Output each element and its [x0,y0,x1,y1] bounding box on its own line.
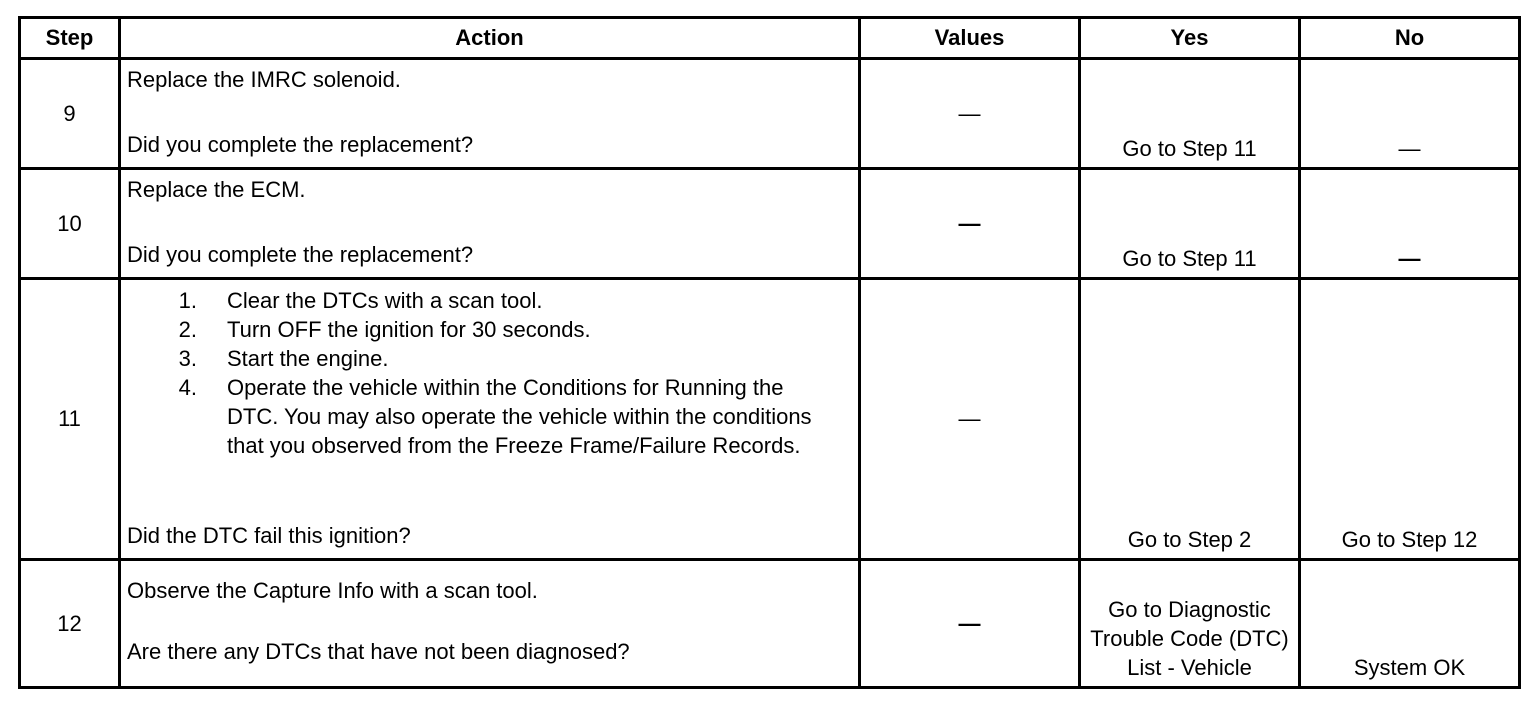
header-no: No [1300,18,1520,59]
table-row-step-12 [20,560,1520,688]
table-row-step-9 [20,59,1520,169]
list-item-number: 4. [178,375,197,400]
list-item-number: 2. [178,317,197,342]
no-cell [1300,59,1520,169]
values-cell [860,59,1080,169]
action-cell [120,59,860,169]
header-row [20,18,1520,59]
values-dash: — [958,100,981,126]
no-link[interactable]: Go to Step 12 [1300,279,1520,560]
action-cell [120,279,860,560]
table-row-step-11 [20,279,1520,560]
action-instruction: Replace the ECM. [127,177,306,202]
yes-link[interactable]: Go to Step 11 [1080,59,1300,169]
table-row-step-10 [20,169,1520,279]
step-number: 9 [20,59,120,169]
no-cell [1300,169,1520,279]
values-dash: — [958,210,981,236]
list-item-text: Operate the vehicle within the Conditions for Running the DTC. You may also operate the vehicle within the conditions that you observed from the Freeze Frame/Failure Records. [227,375,812,458]
no-dash: — [1398,246,1421,271]
list-item [127,286,858,315]
list-item-text: Turn OFF the ignition for 30 seconds. [227,317,591,342]
action-cell [120,169,860,279]
header-yes: Yes [1080,18,1300,59]
action-question: Did you complete the replacement? [127,242,474,267]
list-item-text: Clear the DTCs with a scan tool. [227,288,543,313]
list-item [127,315,858,344]
list-item-number: 1. [178,288,197,313]
action-instruction: Observe the Capture Info with a scan tool. [127,578,538,603]
action-question: Did the DTC fail this ignition? [127,523,411,548]
values-cell [860,279,1080,560]
action-question: Did you complete the replacement? [127,132,474,157]
yes-link[interactable]: Go to Diagnostic Trouble Code (DTC) List - Vehicle [1080,560,1300,688]
action-cell [120,560,860,688]
step-number: 10 [20,169,120,279]
list-item-text: Start the engine. [227,346,389,371]
action-question: Are there any DTCs that have not been diagnosed? [127,639,630,664]
no-dash: — [1398,136,1421,161]
header-values: Values [860,18,1080,59]
list-item [127,344,858,373]
no-result: System OK [1300,560,1520,688]
values-dash: — [958,406,981,431]
header-action: Action [120,18,860,59]
values-cell [860,169,1080,279]
list-item-number: 3. [178,346,197,371]
diagnostic-table-container [18,16,1518,689]
values-dash: — [958,610,981,636]
action-numbered-list [127,286,858,460]
step-number: 12 [20,560,120,688]
values-cell [860,560,1080,688]
list-item [127,373,858,460]
action-instruction: Replace the IMRC solenoid. [127,67,401,92]
yes-link[interactable]: Go to Step 11 [1080,169,1300,279]
header-step: Step [20,18,120,59]
yes-link[interactable]: Go to Step 2 [1080,279,1300,560]
step-number: 11 [20,279,120,560]
diagnostic-steps-table [18,16,1521,689]
